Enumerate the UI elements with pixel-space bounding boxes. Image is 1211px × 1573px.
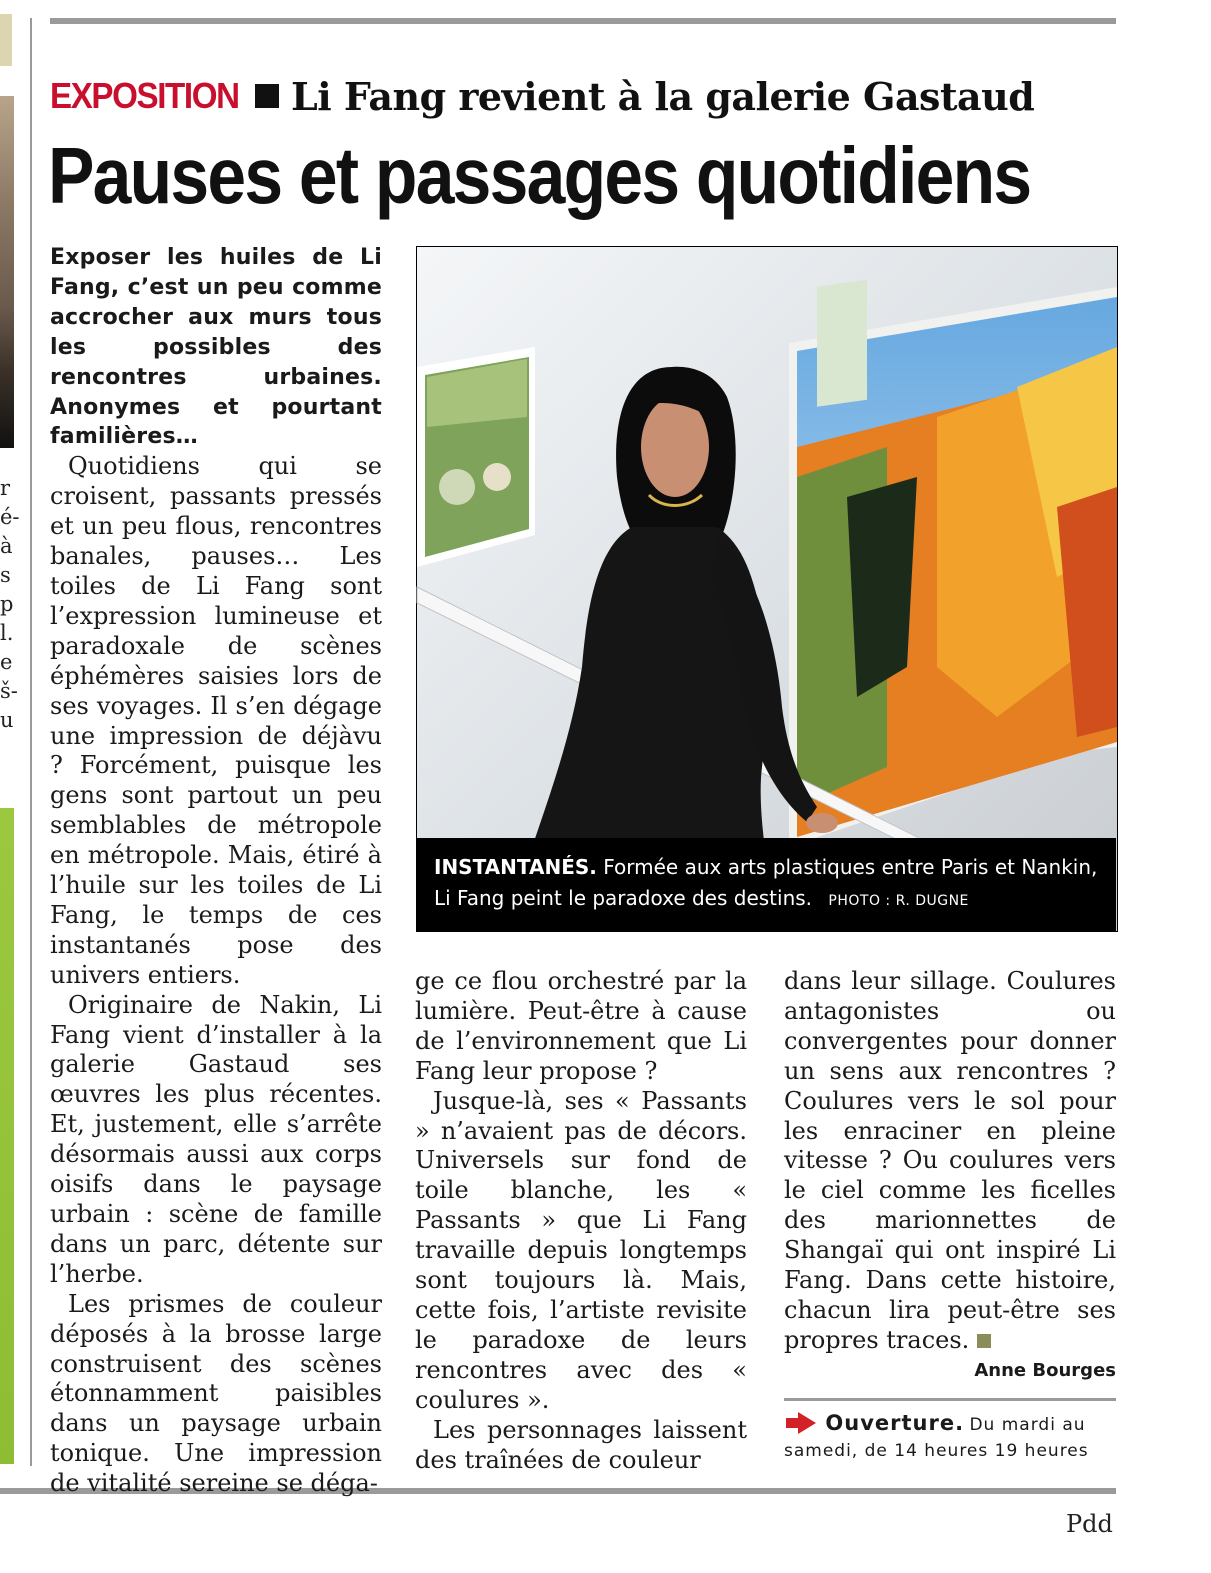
headline: Pauses et passages quotidiens bbox=[48, 131, 1031, 220]
paragraph: Quotidiens qui se croisent, passants pressés et un peu flous, rencontres banales, pauses… Les toiles de Li Fang sont l’expression lumineuse et paradoxale de scènes éphémères saisies lors de ses voyages. Il s’en dégage une impression de déjàvu ? Forcément, puisque les gens sont partout un peu semblables de métropole en métropole. Mais, étiré à l’huile sur les toiles de Li Fang, le temps de ces instantanés pose des univers entiers. bbox=[50, 452, 382, 989]
author-byline: Anne Bourges bbox=[974, 1360, 1116, 1381]
paragraph: Jusque-là, ses « Passants » n’avaient pas de décors. Universels sur fond de toile blanche, les « Passants » que Li Fang travaille depuis longtemps sont toujours là. Mais, cette fois, l’artiste revisite le paradoxe de leurs rencontres avec des « coulures ». bbox=[415, 1086, 747, 1414]
article-column-2 bbox=[415, 967, 747, 1475]
left-painting bbox=[417, 347, 535, 567]
article-column-1 bbox=[50, 243, 382, 1499]
paragraph-final-text: dans leur sillage. Coulures antagonistes ou convergentes pour donner un sens aux rencontres ? Coulures vers le sol pour les enraciner en pleine vitesse ? Ou coulures vers le ciel comme les ficelles des marionnettes de Shangaï qui ont inspiré Li Fang. Dans cette histoire, chacun lira peut-être ses propres traces. bbox=[784, 967, 1116, 1354]
info-text: Du mardi au samedi, de 14 heures 19 heures bbox=[784, 1415, 1089, 1461]
photo-caption bbox=[416, 838, 1116, 931]
edge-photo-fragment bbox=[0, 96, 14, 448]
kicker-separator-square bbox=[255, 84, 279, 108]
arrow-icon-wrap bbox=[784, 1412, 820, 1438]
article-column-3 bbox=[784, 967, 1116, 1356]
column-divider bbox=[30, 18, 32, 1466]
photo-illustration bbox=[417, 247, 1117, 931]
edge-text-fragment: r é- à s p l. e š- u bbox=[0, 476, 20, 732]
kicker-title: Li Fang revient à la galerie Gastaud bbox=[291, 73, 1035, 119]
chapo: Exposer les huiles de Li Fang, c’est un peu comme accrocher aux murs tous les possibles des rencontres urbaines. Anonymes et pourtant familières… bbox=[50, 245, 382, 450]
paragraph: Les prismes de couleur déposés à la brosse large construisent des scènes étonnamment paisibles dans un paysage urbain tonique. Une impression de vitalité sereine se déga- bbox=[50, 1289, 382, 1498]
caption-label: INSTANTANÉS. bbox=[434, 855, 597, 879]
caption-text: Formée aux arts plastiques entre Paris et Nankin, Li Fang peint le paradoxe des destins. bbox=[434, 855, 1098, 910]
end-mark bbox=[977, 1334, 991, 1348]
article-photo bbox=[416, 246, 1118, 932]
arrow-right-icon bbox=[798, 1412, 816, 1434]
paragraph-final bbox=[784, 967, 1116, 1356]
kicker-category: EXPOSITION bbox=[50, 75, 239, 116]
edge-color-strip bbox=[0, 14, 12, 66]
source-tag: Pdd bbox=[1066, 1510, 1113, 1538]
top-rule bbox=[50, 18, 1116, 24]
info-label: Ouverture. bbox=[825, 1411, 965, 1435]
photo-credit: PHOTO : R. DUGNE bbox=[828, 893, 969, 909]
edge-green-bar bbox=[0, 808, 14, 1464]
paragraph: Les personnages laissent des traînées de couleur bbox=[415, 1415, 747, 1474]
info-rule bbox=[784, 1398, 1116, 1401]
info-box bbox=[784, 1410, 1116, 1464]
paragraph: Originaire de Nakin, Li Fang vient d’installer à la galerie Gastaud ses œuvres les plus récentes. Et, justement, elle s’arrête désormais aussi aux corps oisifs dans le paysage urbain : scène de famille dans un parc, détente sur l’herbe. bbox=[50, 990, 382, 1288]
paragraph: ge ce flou orchestré par la lumière. Peut-être à cause de l’environnement que Li Fang leur propose ? bbox=[415, 967, 747, 1085]
kicker bbox=[50, 74, 1034, 118]
